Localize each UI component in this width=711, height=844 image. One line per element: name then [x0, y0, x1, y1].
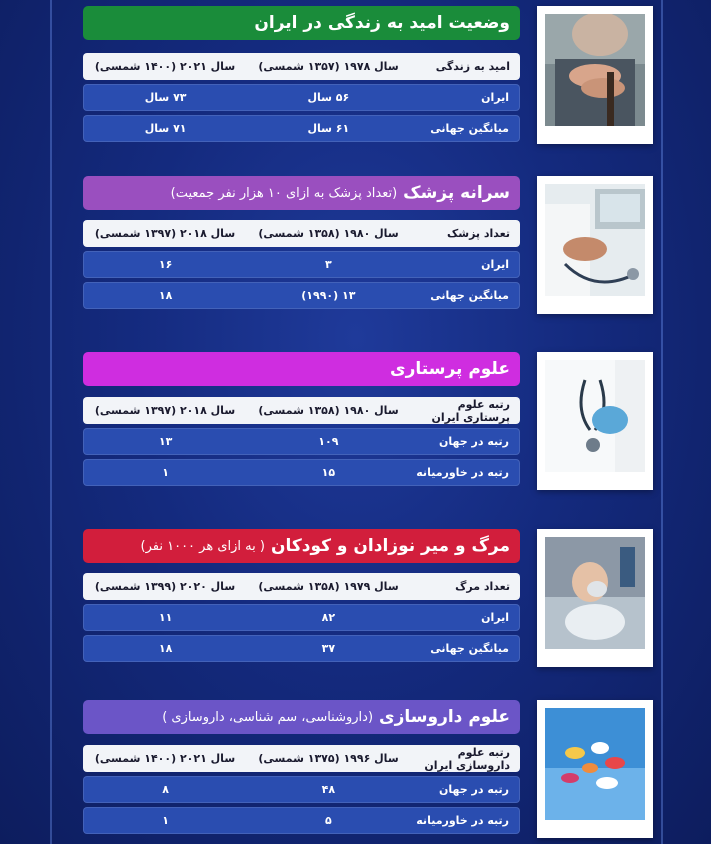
table-cell: ایران	[481, 91, 509, 104]
table-header-row	[83, 397, 520, 424]
table-cell: رتبه در جهان	[439, 435, 509, 448]
header-cell: سال ۲۰۱۸ (۱۳۹۷ شمسی)	[94, 227, 236, 240]
table-cell: ۵	[324, 814, 332, 827]
header-cell: رتبه علوم داروسازی ایران	[424, 745, 510, 772]
table-header-row	[83, 220, 520, 247]
table-cell: ۱۸	[158, 642, 173, 655]
header-cell: سال ۲۰۲۱ (۱۴۰۰ شمسی)	[94, 60, 236, 73]
section-title-bar	[83, 352, 520, 386]
table-row	[83, 115, 520, 142]
photo-frame	[537, 176, 653, 314]
photo-frame	[537, 529, 653, 667]
data-table	[83, 53, 520, 146]
table-cell: ۸۲	[321, 611, 336, 624]
infant-oxygen-mask-icon	[545, 537, 645, 649]
section-subtitle: (تعداد پزشک به ازای ۱۰ هزار نفر جمعیت)	[170, 185, 398, 201]
header-cell: تعداد مرگ	[455, 580, 510, 593]
section-title: وضعیت امید به زندگی در ایران	[254, 13, 510, 33]
table-cell: رتبه در جهان	[439, 783, 509, 796]
table-cell: رتبه در خاورمیانه	[416, 466, 509, 479]
section-title: سرانه پزشک	[403, 183, 510, 203]
header-cell: امید به زندگی	[435, 60, 510, 73]
table-cell: ۳	[324, 258, 332, 271]
data-table	[83, 397, 520, 490]
table-cell: ۳۷	[321, 642, 336, 655]
table-cell: رتبه در خاورمیانه	[416, 814, 509, 827]
section-life-expectancy	[0, 6, 711, 146]
table-cell: ۱۳ (۱۹۹۰)	[301, 289, 356, 302]
table-cell: ۱	[162, 814, 169, 827]
table-row	[83, 635, 520, 662]
section-physician-density	[0, 176, 711, 316]
table-row	[83, 604, 520, 631]
header-cell: سال ۱۹۷۸ (۱۳۵۷ شمسی)	[258, 60, 399, 73]
table-cell: ۴۸	[321, 783, 336, 796]
table-row	[83, 84, 520, 111]
header-cell: سال ۱۹۹۶ (۱۳۷۵ شمسی)	[258, 752, 399, 765]
table-header-row	[83, 573, 520, 600]
header-cell: سال ۱۹۷۹ (۱۳۵۸ شمسی)	[258, 580, 399, 593]
data-table	[83, 573, 520, 666]
table-cell: ۶۱ سال	[307, 122, 350, 135]
table-row	[83, 428, 520, 455]
table-cell: میانگین جهانی	[430, 642, 509, 655]
table-cell: ایران	[481, 258, 509, 271]
header-cell: رتبه علوم پرستاری ایران	[431, 397, 510, 424]
section-title-bar	[83, 6, 520, 40]
section-title: علوم داروسازی	[379, 707, 510, 727]
table-cell: ۱۸	[158, 289, 173, 302]
nurse-stethoscope-icon	[545, 360, 645, 472]
header-cell: تعداد پزشک	[447, 227, 510, 240]
photo-frame	[537, 700, 653, 838]
doctor-stethoscope-laptop-icon	[545, 184, 645, 296]
data-table	[83, 745, 520, 838]
table-header-row	[83, 53, 520, 80]
header-cell: سال ۲۰۲۰ (۱۳۹۹ شمسی)	[94, 580, 236, 593]
table-cell: ایران	[481, 611, 509, 624]
header-cell: سال ۲۰۱۸ (۱۳۹۷ شمسی)	[94, 404, 236, 417]
section-pharmaceutical-science	[0, 700, 711, 840]
table-cell: ۱۱	[158, 611, 173, 624]
table-row	[83, 282, 520, 309]
header-cell: سال ۱۹۸۰ (۱۳۵۸ شمسی)	[258, 404, 399, 417]
table-header-row	[83, 745, 520, 772]
table-cell: ۱۶	[158, 258, 173, 271]
table-cell: ۷۱ سال	[144, 122, 187, 135]
table-row	[83, 807, 520, 834]
section-title-bar	[83, 700, 520, 734]
pills-capsules-icon	[545, 708, 645, 820]
table-row	[83, 776, 520, 803]
table-row	[83, 251, 520, 278]
section-title-bar	[83, 529, 520, 563]
table-cell: ۱	[162, 466, 169, 479]
header-cell: سال ۲۰۲۱ (۱۴۰۰ شمسی)	[94, 752, 236, 765]
header-cell: سال ۱۹۸۰ (۱۳۵۸ شمسی)	[258, 227, 399, 240]
table-cell: ۱۵	[321, 466, 336, 479]
data-table	[83, 220, 520, 313]
table-cell: میانگین جهانی	[430, 289, 509, 302]
section-subtitle: ( به ازای هر ۱۰۰۰ نفر)	[140, 538, 265, 554]
table-cell: ۱۳	[158, 435, 173, 448]
table-cell: میانگین جهانی	[430, 122, 509, 135]
section-title-bar	[83, 176, 520, 210]
section-title: مرگ و میر نوزادان و کودکان	[270, 536, 510, 556]
photo-frame	[537, 352, 653, 490]
section-nursing-science	[0, 352, 711, 492]
table-cell: ۷۳ سال	[144, 91, 187, 104]
section-subtitle: (داروشناسی، سم شناسی، داروسازی )	[162, 709, 374, 725]
table-row	[83, 459, 520, 486]
section-infant-child-mortality	[0, 529, 711, 669]
section-title: علوم پرستاری	[390, 359, 510, 379]
table-cell: ۸	[162, 783, 169, 796]
table-cell: ۵۶ سال	[307, 91, 350, 104]
table-cell: ۱۰۹	[318, 435, 339, 448]
photo-frame	[537, 6, 653, 144]
elderly-hands-on-cane-icon	[545, 14, 645, 126]
